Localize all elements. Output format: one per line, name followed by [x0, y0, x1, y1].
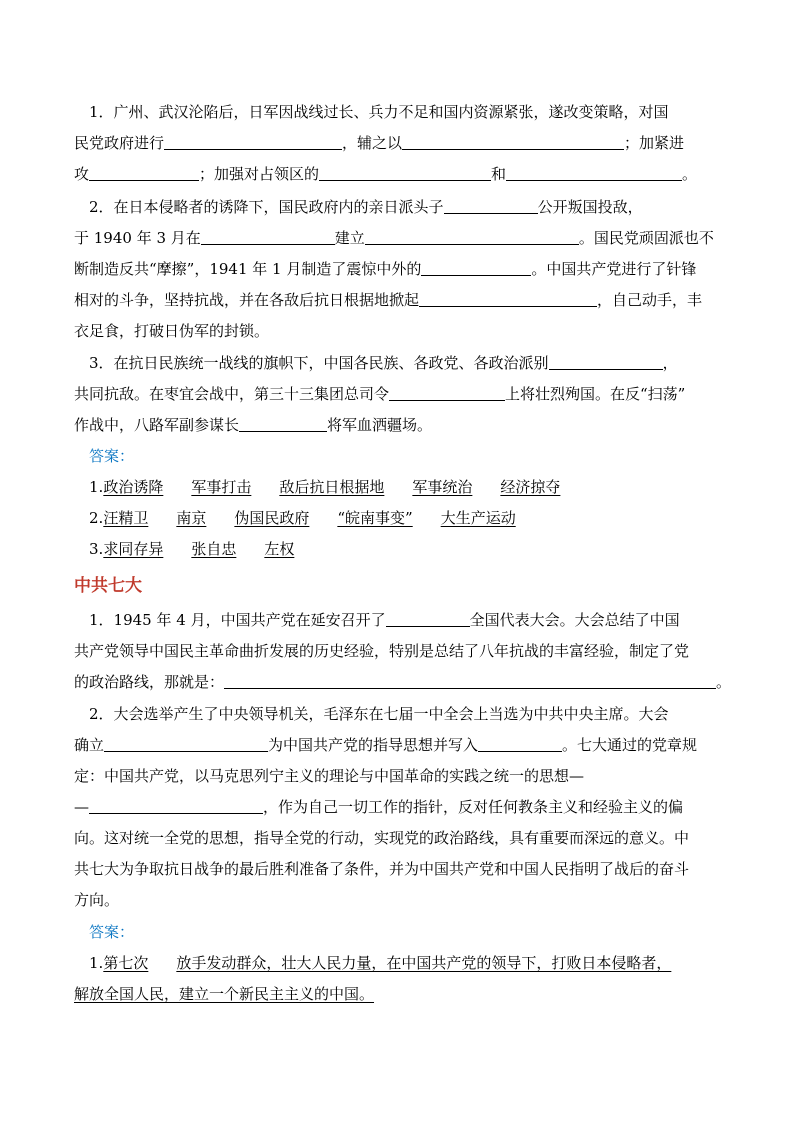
- blank[interactable]: [444, 197, 538, 214]
- blank[interactable]: [419, 290, 597, 307]
- s1-q2-line3: 断制造反共“摩擦”，1941 年 1 月制造了震惊中外的 。中国共产党进行了针锋: [74, 260, 697, 278]
- blank[interactable]: [201, 228, 335, 245]
- blank[interactable]: [319, 164, 491, 181]
- blank[interactable]: [389, 384, 505, 401]
- s1-q1-line2: 民党政府进行 ，辅之以 ；加紧进: [74, 134, 685, 152]
- blank[interactable]: [89, 164, 199, 181]
- s2-q2-line7: 方向。: [74, 891, 120, 909]
- s1-q1-line1: 1．广州、武汉沦陷后，日军因战线过长、兵力不足和国内资源紧张，遂改变策略，对国: [89, 103, 669, 121]
- s2-q1-line1: 1．1945 年 4 月，中国共产党在延安召开了 全国代表大会。大会总结了中国: [89, 611, 680, 629]
- s1-answer-label: 答案：: [89, 447, 135, 465]
- s2-q2-line2: 确立 为中国共产党的指导思想并写入 。七大通过的党章规: [74, 736, 698, 754]
- blank[interactable]: [386, 610, 470, 627]
- s1-q2-line2: 于 1940 年 3 月在 建立 。国民党顽固派也不: [74, 229, 714, 247]
- s2-q1-line2: 共产党领导中国民主革命曲折发展的历史经验，特别是总结了八年抗战的丰富经验，制定了党: [74, 642, 690, 660]
- s2-q2-line1: 2．大会选举产生了中央领导机关，毛泽东在七届一中全会上当选为中共中央主席。大会: [89, 705, 669, 723]
- s1-answer-2: 2.汪精卫 南京 伪国民政府 “皖南事变” 大生产运动: [89, 509, 516, 527]
- s1-q3-line2: 共同抗敌。在枣宜会战中，第三十三集团总司令 上将壮烈殉国。在反“扫荡”: [74, 385, 686, 403]
- section-heading: 中共七大: [74, 576, 142, 596]
- s2-answer-1: 1.第七次 放手发动群众，壮大人民力量，在中国共产党的领导下，打败日本侵略者，: [89, 954, 672, 972]
- s2-q1-line3: 的政治路线，那就是： 。: [74, 673, 732, 691]
- s2-answer-1-cont: 解放全国人民，建立一个新民主主义的中国。: [74, 985, 375, 1003]
- s1-q3-line3: 作战中，八路军副参谋长 将军血洒疆场。: [74, 416, 433, 434]
- blank[interactable]: [421, 259, 531, 276]
- s1-q2-line5: 衣足食，打破日伪军的封锁。: [74, 322, 270, 340]
- s1-answer-1: 1.政治诱降 军事打击 敌后抗日根据地 军事统治 经济掠夺: [89, 478, 561, 496]
- s1-q3-line1: 3．在抗日民族统一战线的旗帜下，中国各民族、各政党、各政治派别 ，: [89, 354, 678, 372]
- blank[interactable]: [104, 735, 268, 752]
- s2-q2-line3: 定：中国共产党，以马克思列宁主义的理论与中国革命的实践之统一的思想—: [74, 767, 585, 785]
- blank[interactable]: [402, 133, 624, 150]
- blank[interactable]: [478, 735, 562, 752]
- s1-answer-3: 3.求同存异 张自忠 左权: [89, 540, 295, 558]
- s2-q2-line6: 共七大为争取抗日战争的最后胜利准备了条件，并为中国共产党和中国人民指明了战后的奋斗: [74, 860, 690, 878]
- blank[interactable]: [549, 353, 663, 370]
- s2-answer-label: 答案：: [89, 923, 135, 941]
- blank[interactable]: [89, 797, 263, 814]
- s2-q2-line4: — ，作为自己一切工作的指针，反对任何教条主义和经验主义的偏: [74, 798, 684, 816]
- blank[interactable]: [224, 672, 716, 689]
- blank[interactable]: [239, 415, 327, 432]
- s1-q2-line1: 2．在日本侵略者的诱降下，国民政府内的亲日派头子 公开叛国投敌，: [89, 198, 643, 216]
- s1-q2-line4: 相对的斗争，坚持抗战，并在各敌后抗日根据地掀起 ，自己动手，丰: [74, 291, 703, 309]
- s1-q1-line3: 攻 ；加强对占领区的 和 。: [74, 165, 698, 183]
- blank[interactable]: [506, 164, 682, 181]
- s2-q2-line5: 向。这对统一全党的思想，指导全党的行动，实现党的政治路线，具有重要而深远的意义。中: [74, 829, 690, 847]
- blank[interactable]: [365, 228, 579, 245]
- blank[interactable]: [164, 133, 342, 150]
